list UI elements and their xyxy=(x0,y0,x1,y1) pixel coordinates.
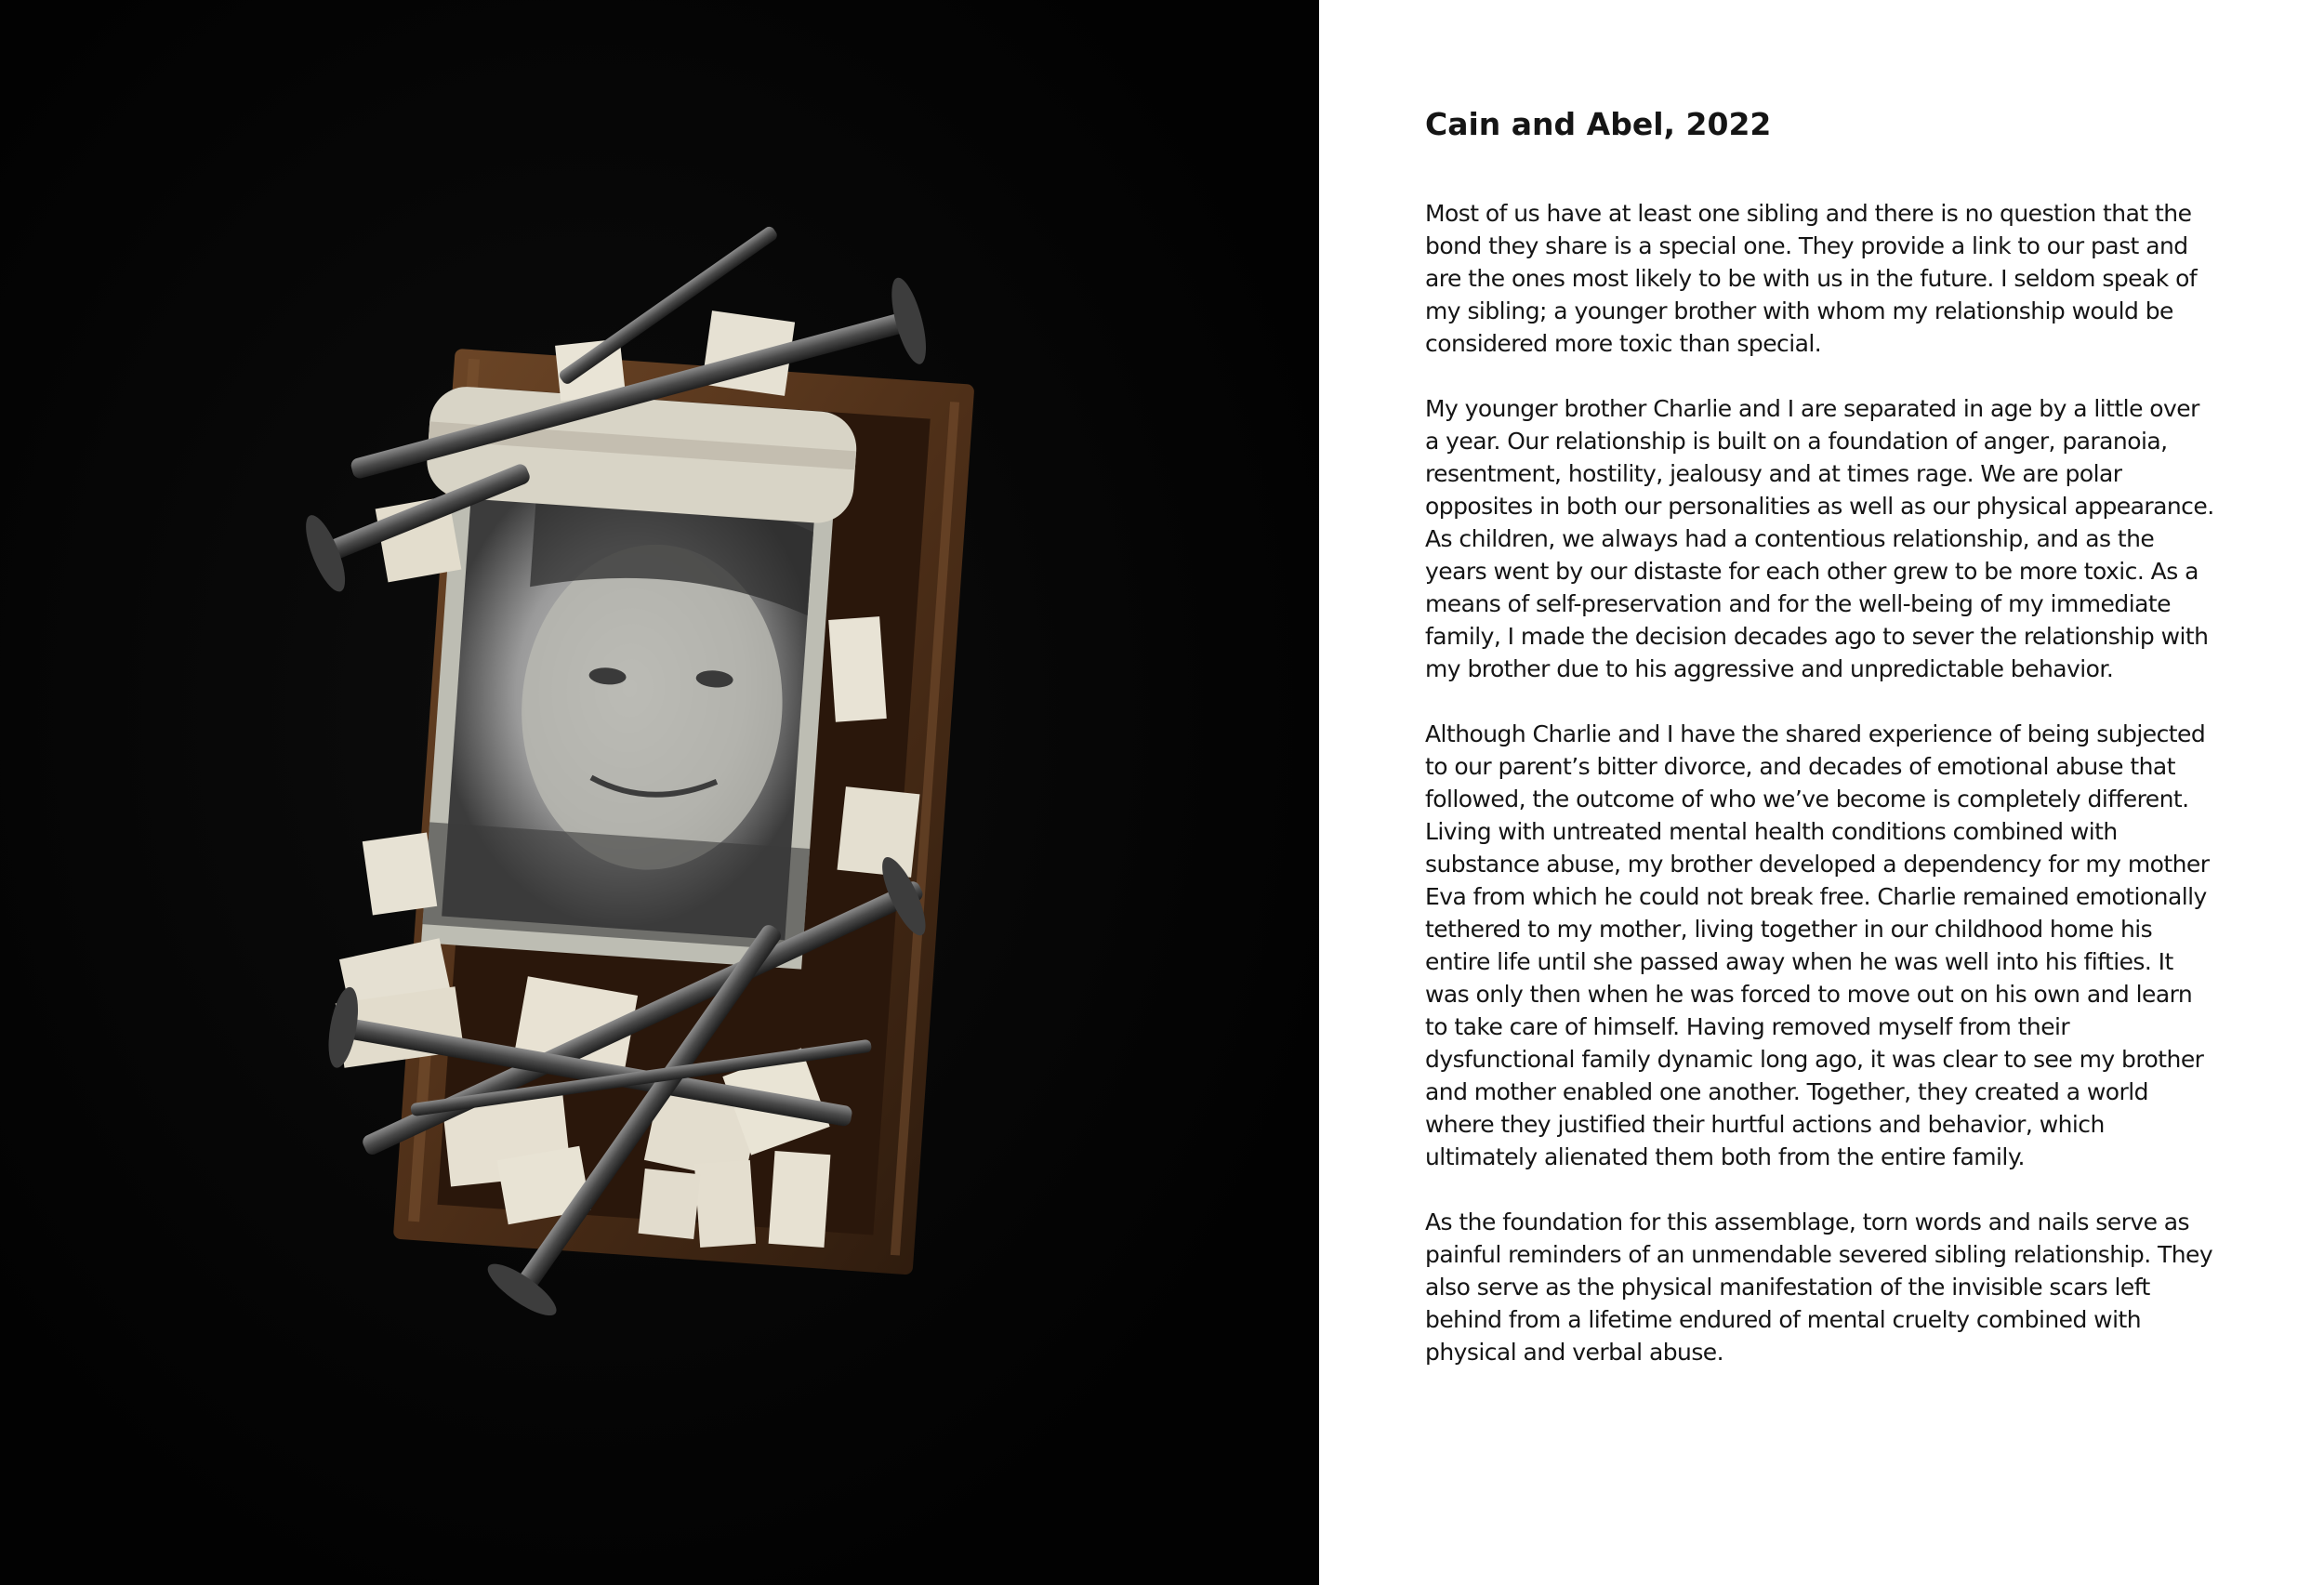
artist-statement xyxy=(1425,104,2215,1401)
statement-paragraph-4: As the foundation for this assemblage, torn words and nails serve as painful reminders of an unmendable severed sibling relationship. They also serve as the physical manifestation of the invisible scars left behind from a lifetime endured of mental cruelty combined with physical and verbal abuse. xyxy=(1425,1209,2213,1366)
statement-paragraph-2: My younger brother Charlie and I are separated in age by a little over a year. Our relationship is built on a foundation of anger, paranoia, resentment, hostility, jealousy and at times rage. We are polar opposites in both our personalities as well as our physical appearance. As children, we always had a contentious relationship, and as the years went by our distaste for each other grew to be more toxic. As a means of self-preservation and for the well-being of my immediate family, I made the decision decades ago to sever the relationship with my brother due to his aggressive and unpredictable behavior. xyxy=(1425,395,2214,682)
statement-paragraph-3: Although Charlie and I have the shared experience of being subjected to our parent’s bitter divorce, and decades of emotional abuse that followed, the outcome of who we’ve become is completely different. Living with untreated mental health conditions combined with substance abuse, my brother developed a dependency for my mother Eva from which he could not break free. Charlie remained emotionally tethered to my mother, living together in our childhood home his entire life until she passed away when he was well into his fifties. It was only then when he was forced to move out on his own and learn to take care of himself. Having removed myself from their dysfunctional family dynamic long ago, it was clear to see my brother and mother enabled one another. Together, they created a world where they justified their hurtful actions and behavior, which ultimately alienated them both from the entire family. xyxy=(1425,720,2210,1170)
artwork-title: Cain and Abel, 2022 xyxy=(1425,106,1772,142)
statement-paragraph-1: Most of us have at least one sibling and there is no question that the bond they share is a special one. They provide a link to our past and are the ones most likely to be with us in the future. I seldom speak of my sibling; a younger brother with whom my relationship would be considered more toxic than special. xyxy=(1425,200,2198,357)
canvas-portrait xyxy=(393,384,859,971)
